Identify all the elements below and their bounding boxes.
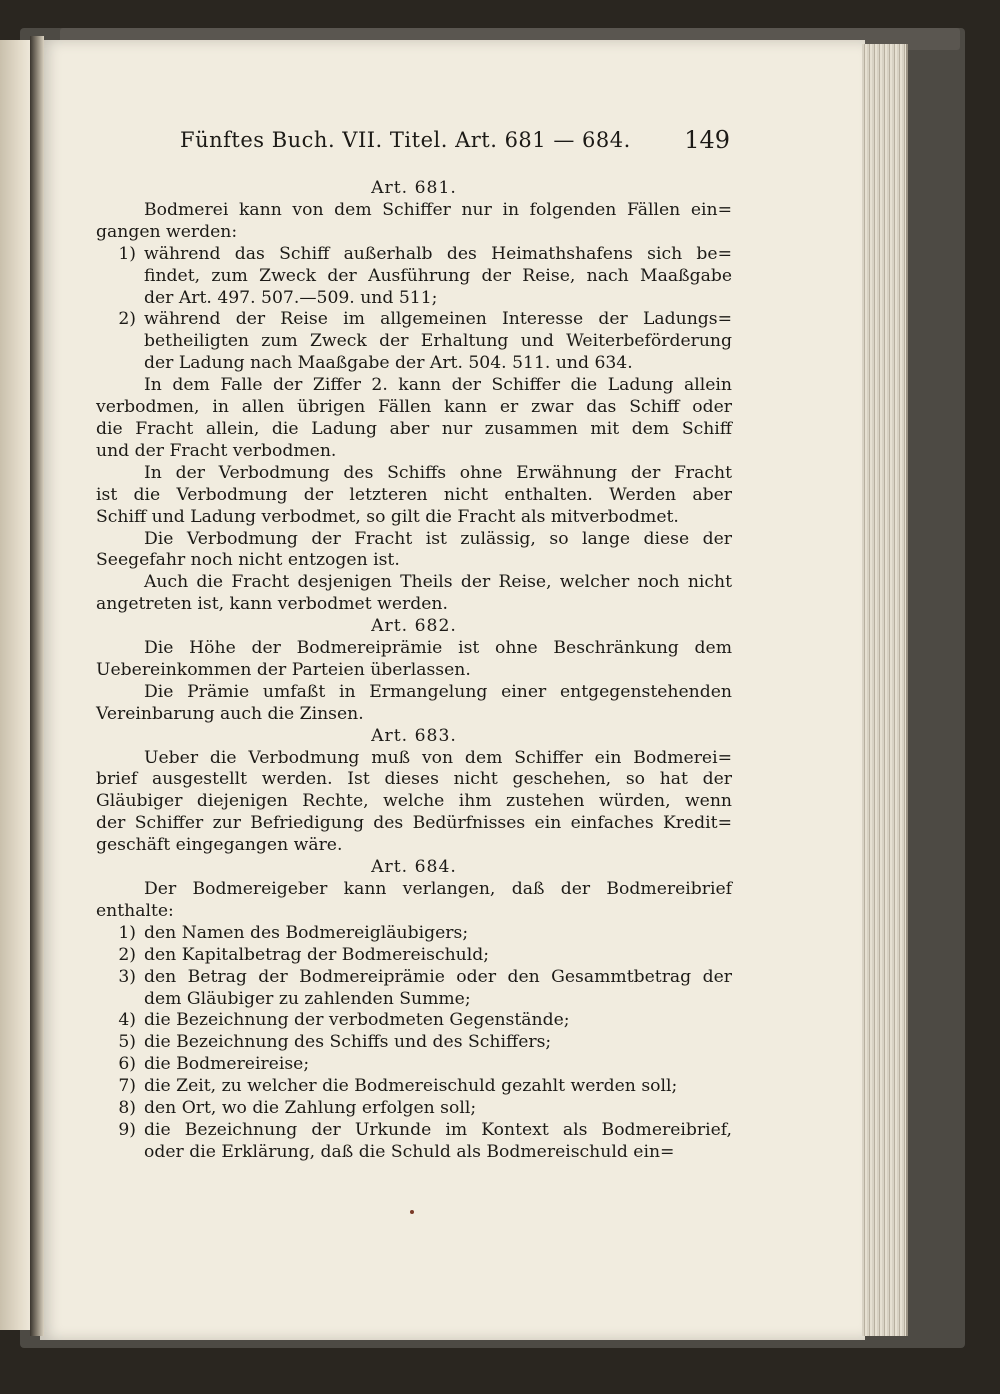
list-item	[96, 945, 732, 967]
list-item	[96, 309, 732, 331]
list-item-number: 8)	[118, 1098, 136, 1119]
list-item-continuation: der Art. 497. 507.—509. und 511;	[144, 287, 438, 308]
text-line: gangen werden:	[96, 221, 238, 242]
text-line: Die Verbodmung der Fracht ist zulässig, so lange diese der	[144, 528, 732, 549]
text-line: Die Höhe der Bodmereiprämie ist ohne Beschränkung dem	[144, 638, 732, 659]
facing-page-edge	[0, 40, 34, 1330]
text-line: Die Prämie umfaßt in Ermangelung einer entgegenstehenden	[144, 681, 732, 702]
text-line: brief ausgestellt werden. Ist dieses nicht geschehen, so hat der	[96, 769, 732, 790]
list-item	[96, 1032, 732, 1054]
paper-fleck	[410, 1210, 414, 1214]
list-item-number: 1)	[118, 922, 136, 943]
list-item-continuation: der Ladung nach Maaßgabe der Art. 504. 511. und 634.	[144, 353, 633, 374]
text-line: verbodmen, in allen übrigen Fällen kann er zwar das Schiff oder	[96, 397, 732, 418]
text-line: geschäft eingegangen wäre.	[96, 835, 343, 856]
list-item-text: den Namen des Bodmereigläubigers;	[144, 922, 469, 943]
article-section	[96, 726, 732, 857]
article-heading: Art. 683.	[371, 725, 457, 746]
text-line: Gläubiger diejenigen Rechte, welche ihm zustehen würden, wenn	[96, 791, 732, 812]
page-text	[96, 178, 732, 1164]
text-line: Vereinbarung auch die Zinsen.	[96, 703, 364, 724]
list-item-number: 4)	[118, 1010, 136, 1031]
text-line: In der Verbodmung des Schiffs ohne Erwähnung der Fracht	[144, 462, 732, 483]
article-section	[96, 857, 732, 1164]
page-stack-edges	[862, 44, 908, 1336]
list-item	[96, 967, 732, 989]
list-item-text: den Kapitalbetrag der Bodmereischuld;	[144, 944, 490, 965]
text-line: Ueber die Verbodmung muß von dem Schiffer ein Bodmerei=	[144, 747, 732, 768]
book-gutter	[30, 36, 44, 1336]
page-number: 149	[684, 126, 730, 154]
article-section	[96, 616, 732, 726]
list-item	[96, 1120, 732, 1142]
list-item	[96, 1010, 732, 1032]
article-heading: Art. 682.	[371, 616, 457, 637]
list-item-text: die Bodmereireise;	[144, 1054, 310, 1075]
list-item-number: 1)	[118, 243, 136, 264]
list-item	[96, 1054, 732, 1076]
text-line: In dem Falle der Ziffer 2. kann der Schiffer die Ladung allein	[144, 375, 732, 396]
list-item-continuation: findet, zum Zweck der Ausführung der Reise, nach Maaßgabe	[144, 265, 732, 286]
header-title: Fünftes Buch. VII. Titel. Art. 681 — 684.	[180, 128, 631, 152]
list-item	[96, 244, 732, 266]
text-line: ist die Verbodmung der letzteren nicht enthalten. Werden aber	[96, 484, 732, 505]
list-item-number: 2)	[118, 309, 136, 330]
article-section	[96, 178, 732, 616]
list-item-text: den Ort, wo die Zahlung erfolgen soll;	[144, 1098, 477, 1119]
list-item	[96, 1076, 732, 1098]
list-item	[96, 1098, 732, 1120]
text-line: angetreten ist, kann verbodmet werden.	[96, 594, 448, 615]
list-item-number: 3)	[118, 966, 136, 987]
list-item-continuation: oder die Erklärung, daß die Schuld als Bodmereischuld ein=	[144, 1141, 675, 1162]
list-item-number: 2)	[118, 944, 136, 965]
text-line: Der Bodmereigeber kann verlangen, daß der Bodmereibrief	[144, 879, 732, 899]
list-item-text: während der Reise im allgemeinen Interesse der Ladungs=	[144, 309, 732, 330]
text-line: enthalte:	[96, 900, 174, 921]
list-item-text: während das Schiff außerhalb des Heimathshafens sich be=	[144, 243, 732, 264]
running-header	[180, 128, 730, 162]
text-line: Seegefahr noch nicht entzogen ist.	[96, 550, 400, 571]
list-item-number: 6)	[118, 1054, 136, 1075]
list-item-text: den Betrag der Bodmereiprämie oder den Gesammtbetrag der	[144, 966, 732, 987]
list-item	[96, 923, 732, 945]
text-line: Schiff und Ladung verbodmet, so gilt die Fracht als mitverbodmet.	[96, 506, 679, 527]
text-line: die Fracht allein, die Ladung aber nur zusammen mit dem Schiff	[96, 418, 732, 439]
list-item-number: 9)	[118, 1119, 136, 1140]
list-item-text: die Bezeichnung der verbodmeten Gegenstände;	[144, 1010, 570, 1031]
article-heading: Art. 684.	[371, 857, 457, 878]
list-item-number: 7)	[118, 1076, 136, 1097]
text-line: Uebereinkommen der Parteien überlassen.	[96, 659, 471, 680]
text-line: der Schiffer zur Befriedigung des Bedürfnisses ein einfaches Kredit=	[96, 813, 732, 834]
list-item-continuation: betheiligten zum Zweck der Erhaltung und Weiterbeförderung	[144, 331, 732, 352]
text-line: Bodmerei kann von dem Schiffer nur in folgenden Fällen ein=	[144, 199, 732, 220]
article-heading: Art. 681.	[371, 178, 457, 198]
text-line: Auch die Fracht desjenigen Theils der Reise, welcher noch nicht	[144, 572, 732, 593]
list-item-text: die Zeit, zu welcher die Bodmereischuld gezahlt werden soll;	[144, 1076, 678, 1097]
list-item-continuation: dem Gläubiger zu zahlenden Summe;	[144, 988, 471, 1009]
text-line: und der Fracht verbodmen.	[96, 440, 337, 461]
list-item-number: 5)	[118, 1032, 136, 1053]
list-item-text: die Bezeichnung des Schiffs und des Schiffers;	[144, 1032, 552, 1053]
list-item-text: die Bezeichnung der Urkunde im Kontext als Bodmereibrief,	[144, 1119, 732, 1140]
